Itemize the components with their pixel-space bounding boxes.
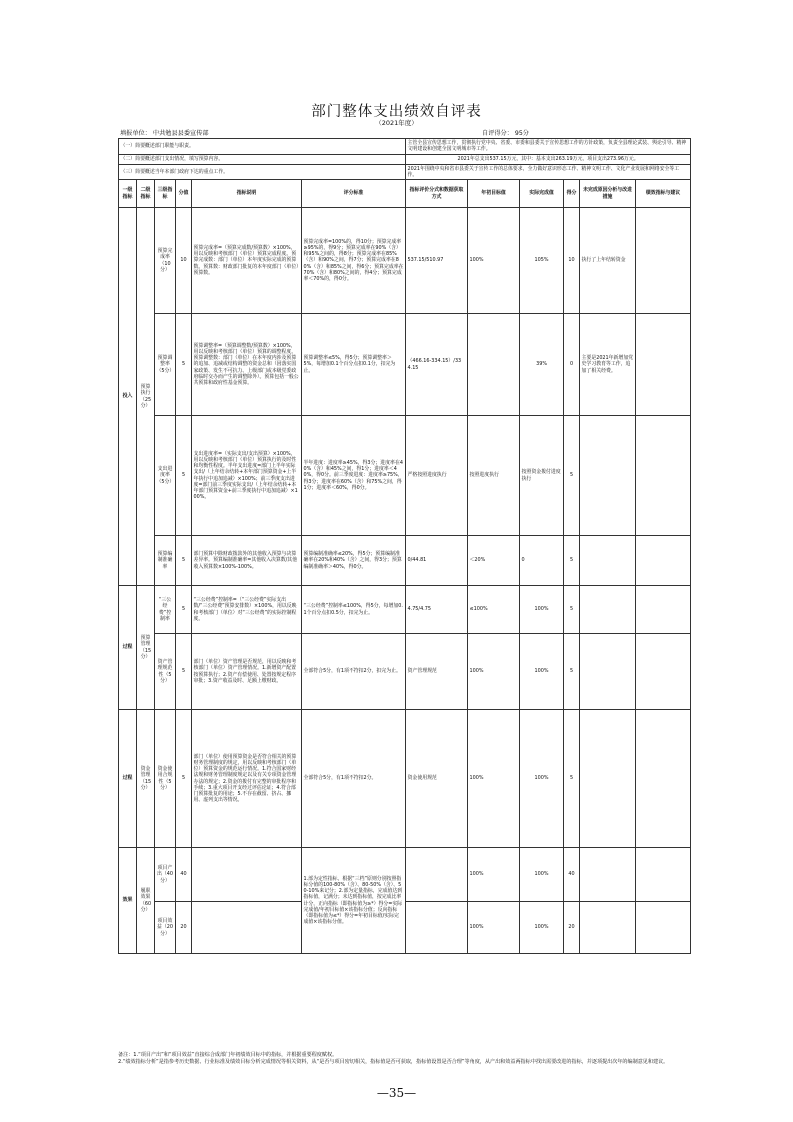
level3-cell: “三公经费”控制率	[155, 586, 176, 634]
score-cell: 5	[176, 710, 192, 848]
header-got: 得分	[564, 180, 580, 208]
score-cell: 20	[176, 902, 192, 954]
standard-cell: 预算编制准确率≤20%，得5分；预算编制准确率在20%和40%（含）之间，得3分；预算编制准确率＞40%，得0分。	[302, 536, 406, 586]
reason-cell	[580, 586, 636, 634]
got-cell: 5	[564, 536, 580, 586]
score-cell: 5	[176, 314, 192, 416]
header-target: 年初目标值	[468, 180, 520, 208]
header-row	[119, 180, 691, 208]
method-cell: 资金使用规范	[406, 710, 468, 848]
reason-cell	[580, 634, 636, 710]
overview-label-3: （三）简要概述当年本部门政府下达的重点工作。	[119, 164, 406, 180]
actual-cell: 105%	[520, 208, 564, 314]
header-actual: 实际完成值	[520, 180, 564, 208]
footnotes	[118, 1052, 693, 1067]
got-cell: 5	[564, 710, 580, 848]
standard-cell: 预算调整率≤5%，得5分；预算调整率＞5%，每增加0.1个百分点扣0.1分，扣完为止。	[302, 314, 406, 416]
advice-cell	[636, 634, 691, 710]
level3-cell: 资金使用合规性（5分）	[155, 710, 176, 848]
advice-cell	[636, 536, 691, 586]
got-cell: 5	[564, 634, 580, 710]
level3-cell: 项目产出（40分）	[155, 848, 176, 902]
overview-row-3	[119, 164, 691, 180]
level2-effect: 履职效果（60分）	[137, 848, 155, 954]
actual-cell: 100%	[520, 848, 564, 902]
page-number: —35—	[376, 1086, 417, 1100]
actual-cell: 按照资金拨付进度执行	[520, 416, 564, 536]
overview-label-1: （一）简要概述部门职能与职责。	[119, 139, 406, 155]
advice-cell	[636, 848, 691, 902]
actual-cell: 0	[520, 536, 564, 586]
level3-cell: 支出进度率（5分）	[155, 416, 176, 536]
overview-label-2: （二）简要概述部门支出情况，填写预算内容。	[119, 154, 406, 164]
target-cell: 按照进度执行	[468, 416, 520, 536]
level1-process-funds: 过程	[119, 710, 137, 848]
target-cell: ≤100%	[468, 586, 520, 634]
level1-output: 效果	[119, 848, 137, 954]
method-cell	[406, 902, 468, 954]
standard-cell: 1.部为定性指标，根据“三档”原则分别按照指标分值的100-80%（含）、80-50%（含）、50-10%来记分；2.部为定量指标，完成值达到指标值，记满分；未达到指标值，按完成比率计分，正向指标（即指标值为≥*）得分=实际完成值/年初目标值×该指标分值；反向指标（即指标值为≤*）得分=年初目标值/实际完成值×该指标分值。	[302, 848, 406, 954]
standard-cell: 半年进度：进度率≥45%，得3分；进度率在40%（含）和45%之间，得1分；进度率＜40%，得0分。前三季度进度：进度率≥75%，得3分；进度率在60%（含）和75%之间，得1分；进度率＜60%，得0分。	[302, 416, 406, 536]
target-cell: 100%	[468, 848, 520, 902]
self-score: 自评得分： 95分	[482, 130, 529, 137]
header-level1: 一级指标	[119, 180, 137, 208]
target-cell: 100%	[468, 208, 520, 314]
description-cell: 预算完成率=（预算完成数/预算数）×100%，用以反映和考核部门（单位）预算完成程度。预算完成数：部门（单位）本年度实际完成的预算数。预算数：财政部门批复的本年度部门（单位）预算数。	[192, 208, 302, 314]
level3-cell: 预算完成率（10分）	[155, 208, 176, 314]
actual-cell: 100%	[520, 710, 564, 848]
footnote-1: 备注：1.“项目产出”和“项目效益”直接综合成部门年初绩效目标中的指标，并根据重要程度赋权。	[118, 1052, 338, 1058]
reason-cell	[580, 848, 636, 902]
overview-text-3: 2021年围绕中央和省市县委关于宣传工作的总体要求，全力做好意识形态工作、精神文明工作、文化产业发展和网络安全等工作。	[406, 164, 691, 180]
standard-cell: 全部符合5分，有1项不符扣2分。	[302, 710, 406, 848]
table-row	[119, 208, 691, 314]
score-cell: 5	[176, 634, 192, 710]
got-cell: 10	[564, 208, 580, 314]
method-cell: 资产管理规范	[406, 634, 468, 710]
method-cell: （466.16-334.15）/334.15	[406, 314, 468, 416]
description-cell: 部门预算中除财政拨款外的其他收入预算与决算差异率。预算编制准确率=其他收入决算数/其他收入预算数×100%-100%。	[192, 536, 302, 586]
score-cell: 5	[176, 536, 192, 586]
score-cell: 40	[176, 848, 192, 902]
level2-mgmt: 预算管理（15分）	[137, 586, 155, 710]
got-cell: 5	[564, 586, 580, 634]
actual-cell: 100%	[520, 586, 564, 634]
reporting-unit: 填报单位： 中共勉县县委宣传部	[120, 130, 209, 137]
description-cell: “三公经费”控制率=（“三公经费”实际支出数/“三公经费”预算安排数）×100%，用以反映和考核部门（单位）对“三公经费”的实际控制程度。	[192, 586, 302, 634]
description-cell: 支出进度率=（实际支出/支出预算）×100%，用以反映和考核部门（单位）预算执行的及时性和均衡性程度。半年支出进度=部门上半年实际支出/（上年结余结转+本年部门预算资金+上半年执行中追加追减）×100%；前三季度支出进度=部门前三季度实际支出/（上年结余结转+本年部门预算资金+前三季度执行中追加追减）×100%。	[192, 416, 302, 536]
level3-cell: 预算调整率（5分）	[155, 314, 176, 416]
footnote-2: 2.“绩效指标分析”是指参考历史数据、行业标准及绩效目标分析完成情况等相关资料，从“是否与项目密切相关，指标值是否可获取，指标值设置是否合理”等角度，从产出和效益两指标中找出需要改进的指标，并逐项提出次年的编制意见和建议。	[118, 1059, 669, 1066]
description-cell: 部门（单位）使用预算资金是否符合相关的预算财务管理制度的规定，用以反映和考核部门（单位）预算资金的规范运行情况。1.符合国家财经法规和财务管理制度规定以及有关专项资金管理办法的规定；2.资金的拨付有完整的审批程序和手续；3.重大项目开支经过评估论证；4.符合部门预算批复的用途；5.不存在截留、挤占、挪用、虚列支出等情况。	[192, 710, 302, 848]
method-cell	[406, 848, 468, 902]
advice-cell	[636, 416, 691, 536]
reason-cell: 执行了上年结转资金	[580, 208, 636, 314]
header-reason: 未完成原因分析与改进措施	[580, 180, 636, 208]
got-cell: 20	[564, 902, 580, 954]
performance-table	[118, 138, 691, 954]
score-cell: 5	[176, 586, 192, 634]
reason-cell: 主要是2021年新增加党史学习教育等工作，追加了相关经费。	[580, 314, 636, 416]
standard-cell: 预算完成率=100%的，得10分；预算完成率≥95%的，得9分；预算完成率在90%（含）和95%之间的，得8分；预算完成率在85%（含）和90%之间，得7分；预算完成率在80%（含）和85%之间，得6分；预算完成率在70%（含）和80%之间的，得4分；预算完成率＜70%的，得0分。	[302, 208, 406, 314]
advice-cell	[636, 208, 691, 314]
actual-cell: 100%	[520, 902, 564, 954]
got-cell: 40	[564, 848, 580, 902]
header-advice: 绩效指标与建议	[636, 180, 691, 208]
target-cell: 100%	[468, 902, 520, 954]
reason-cell	[580, 710, 636, 848]
target-cell	[468, 314, 520, 416]
table-row	[119, 586, 691, 634]
header-level2: 二级指标	[137, 180, 155, 208]
advice-cell	[636, 586, 691, 634]
header-score: 分值	[176, 180, 192, 208]
header-level3: 三级指标	[155, 180, 176, 208]
reason-cell	[580, 416, 636, 536]
method-cell: 严格按照进度执行	[406, 416, 468, 536]
level1-process: 过程	[119, 586, 137, 710]
page-title: 部门整体支出绩效自评表	[311, 104, 482, 120]
table-row	[119, 710, 691, 848]
advice-cell	[636, 710, 691, 848]
overview-row-2	[119, 154, 691, 164]
level3-cell: 项目效益（20分）	[155, 902, 176, 954]
description-cell	[192, 902, 302, 954]
reason-cell	[580, 536, 636, 586]
method-cell: 4.75/4.75	[406, 586, 468, 634]
table-row	[119, 848, 691, 902]
header-description: 指标说明	[192, 180, 302, 208]
target-cell: ＜20%	[468, 536, 520, 586]
level3-cell: 资产管理规范性（5分）	[155, 634, 176, 710]
standard-cell: “三公经费”控制率≤100%，得5分，每增加0.1个百分点扣0.5分，扣完为止。	[302, 586, 406, 634]
table-row	[119, 634, 691, 710]
advice-cell	[636, 902, 691, 954]
overview-text-1: 主管全县宣传思想工作，贯彻执行党中央、省委、市委和县委关于宣传思想工作的方针政策，负责全县理论武装、舆论引导、精神文明建设和创建全国文明城市等工作。	[406, 139, 691, 155]
overview-text-2: 2021年总支出537.15万元，其中：基本支出263.19万元，项目支出273.96万元。	[406, 154, 691, 164]
table-row	[119, 314, 691, 416]
target-cell: 100%	[468, 710, 520, 848]
year-label: （2021年度）	[375, 119, 418, 127]
level2-exec: 预算执行（25分）	[137, 208, 155, 586]
description-cell: 预算调整率=（预算调整数/预算数）×100%，用以反映和考核部门（单位）预算的调整程度。预算调整数：部门（单位）在本年度内涉及预算的追加、追减或结构调整的资金总和（因落实国家政策、发生不可抗力、上级部门或本级党委政府临时交办而产生的调整除外）。预算包括一般公共预算和政府性基金预算。	[192, 314, 302, 416]
got-cell: 5	[564, 416, 580, 536]
advice-cell	[636, 314, 691, 416]
overview-row-1	[119, 139, 691, 155]
reason-cell	[580, 902, 636, 954]
score-cell: 10	[176, 208, 192, 314]
method-cell: 0/44.81	[406, 536, 468, 586]
header-standard: 评分标准	[302, 180, 406, 208]
description-cell: 部门（单位）资产管理是否规范，用以反映和考核部门（单位）资产管理情况。1.新增资产配置按预算执行；2.资产有偿使用、处置按规定程序审批；3.资产收益及时、足额上缴财政。	[192, 634, 302, 710]
method-cell: 537.15/510.97	[406, 208, 468, 314]
level2-asset: 资金管理（15分）	[137, 710, 155, 848]
table-row	[119, 416, 691, 536]
actual-cell: 100%	[520, 634, 564, 710]
got-cell: 0	[564, 314, 580, 416]
standard-cell: 全部符合5分，有1项不符扣2分，扣完为止。	[302, 634, 406, 710]
level3-cell: 预算编制准确率	[155, 536, 176, 586]
score-cell: 5	[176, 416, 192, 536]
actual-cell: 39%	[520, 314, 564, 416]
target-cell: 100%	[468, 634, 520, 710]
description-cell	[192, 848, 302, 902]
level1-input: 投入	[119, 208, 137, 586]
header-method: 指标评价分式和数据获取方式	[406, 180, 468, 208]
table-row	[119, 536, 691, 586]
